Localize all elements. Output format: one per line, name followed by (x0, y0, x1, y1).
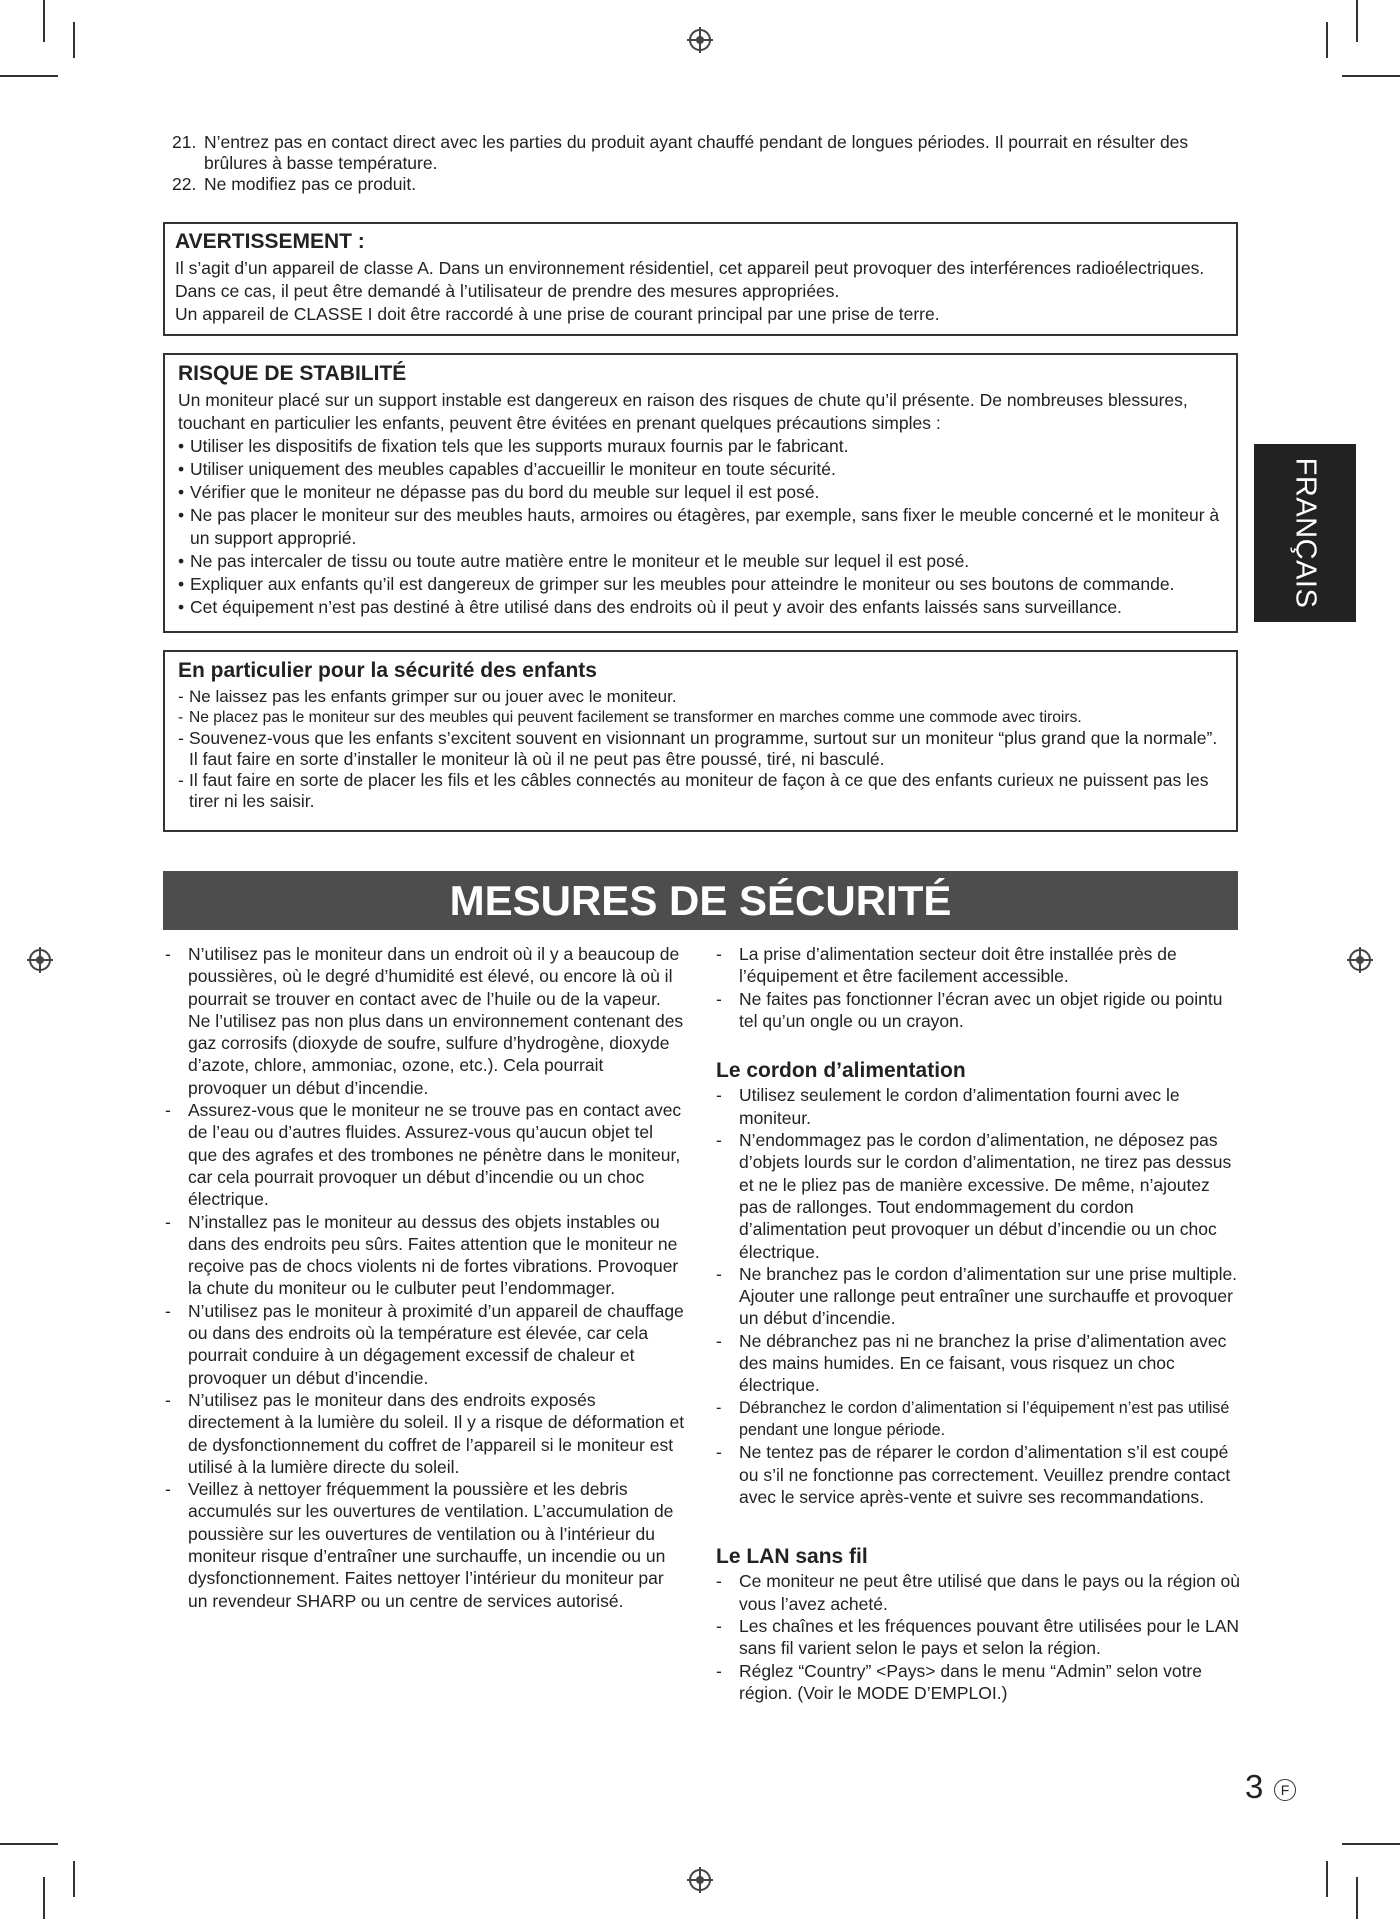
warning-box (163, 222, 1238, 336)
crop-mark (73, 22, 75, 58)
crop-mark (1326, 22, 1328, 58)
item-text: Ne modifiez pas ce produit. (204, 174, 417, 194)
crop-mark (1342, 75, 1400, 77)
bullet-item: • Expliquer aux enfants qu’il est dangereux de grimper sur les meubles pour atteindre le moniteur ou ses boutons de commande. (178, 573, 1224, 596)
list-item: - N’utilisez pas le moniteur dans des endroits exposés directement à la lumière du soleil. Il y a risque de déformation et de dysfonctionnement du coffret de l’appareil si le moniteur est utilisé à la lumière directe du soleil. (165, 1389, 685, 1477)
bullet-item: • Utiliser uniquement des meubles capables d’accueillir le moniteur en toute sécurité. (178, 458, 1224, 481)
crop-mark (43, 0, 45, 42)
dash-text: Souvenez-vous que les enfants s’excitent souvent en visionnant un programme, surtout sur un moniteur “plus grand que la normale”. Il faut faire en sorte d’installer le moniteur là où il ne peut pas être poussé, tiré, ni basculé. (189, 728, 1218, 769)
list-item-text: N’utilisez pas le moniteur dans des endroits exposés directement à la lumière du soleil. Il y a risque de déformation et de dysfonctionnement du coffret de l’appareil si le moniteur est utilisé à la lumière directe du soleil. (188, 1389, 685, 1477)
list-item-text: N’installez pas le moniteur au dessus des objets instables ou dans des endroits peu sûrs. Faites attention que le moniteur ne reçoive pas de chocs violents ni de fortes vibrations. Provoquer la chute du moniteur ou le culbuter peut l’endommager. (188, 1211, 679, 1299)
crop-mark (1342, 1843, 1400, 1845)
page-number: 3 (1245, 1768, 1264, 1805)
list-item-text: Ne faites pas fonctionner l’écran avec un objet rigide ou pointu tel qu’un ongle ou un crayon. (739, 988, 1223, 1031)
dash-text: Il faut faire en sorte de placer les fils et les câbles connectés au moniteur de façon à ce que des enfants curieux ne puissent pas les tirer ni les saisir. (189, 770, 1209, 811)
list-item-text: Assurez-vous que le moniteur ne se trouve pas en contact avec de l’eau ou d’autres fluides. Assurez-vous qu’aucun objet tel que des agrafes et des trombones ne pénètre dans le moniteur, car cela pourrait provoquer un début d’incendie ou un choc électrique. (188, 1100, 682, 1210)
bullet-item: • Ne pas intercaler de tissu ou toute autre matière entre le moniteur et le meuble sur lequel il est posé. (178, 550, 1224, 573)
list-item (172, 174, 1237, 195)
wireless-lan-heading: Le LAN sans fil (716, 1545, 868, 1569)
children-safety-title: En particulier pour la sécurité des enfants (178, 659, 597, 682)
list-item-text: La prise d’alimentation secteur doit être installée près de l’équipement et être facilement accessible. (739, 944, 1177, 987)
list-item: - Les chaînes et les fréquences pouvant être utilisées pour le LAN sans fil varient selon le pays et selon la région. (716, 1616, 1240, 1659)
stability-intro: Un moniteur placé sur un support instable est dangereux en raison des risques de chute qu’il présente. De nombreuses blessures, touchant en particulier les enfants, peuvent être évitées en prenant quelques précautions simples : (178, 390, 1188, 433)
stability-title: RISQUE DE STABILITÉ (178, 362, 407, 385)
list-item: - Ne faites pas fonctionner l’écran avec un objet rigide ou pointu tel qu’un ongle ou un crayon. (716, 988, 1240, 1033)
list-item-text: Ne branchez pas le cordon d’alimentation sur une prise multiple. Ajouter une rallonge peut entraîner une surchauffe et provoquer un début d’incendie. (739, 1263, 1238, 1329)
page-language-letter: F (1274, 1779, 1296, 1801)
list-item: - Utilisez seulement le cordon d’alimentation fourni avec le moniteur. (716, 1084, 1240, 1129)
list-item: - Veillez à nettoyer fréquemment la poussière et les debris accumulés sur les ouvertures de ventilation. L’accumulation de poussière sur les ouvertures de ventilation ou à l’intérieur du moniteur risque d’entraîner une surchauffe, un incendie ou un dysfonctionnement. Faites nettoyer l’intérieur du moniteur par un revendeur SHARP ou un centre de services autorisé. (165, 1478, 685, 1612)
list-item (172, 132, 1237, 174)
crop-mark (1356, 0, 1358, 42)
registration-mark-icon (689, 29, 711, 51)
dash-item: - Ne placez pas le moniteur sur des meubles qui peuvent facilement se transformer en marches comme une commode avec tiroirs. (178, 707, 1224, 728)
bullet-item: • Vérifier que le moniteur ne dépasse pas du bord du meuble sur lequel il est posé. (178, 481, 1224, 504)
item-text: N’entrez pas en contact direct avec les parties du produit ayant chauffé pendant de longues périodes. Il pourrait en résulter des brûlures à basse température. (204, 132, 1189, 173)
list-item-text: N’endommagez pas le cordon d’alimentation, ne déposez pas d’objets lourds sur le cordon d’alimentation, ne tirez pas dessus et ne le pliez pas de manière excessive. De même, n’ajoutez pas de rallonges. Tout endommagement du cordon d’alimentation peut provoquer un début d’incendie ou un choc électrique. (739, 1130, 1232, 1262)
list-item: - Ne tentez pas de réparer le cordon d’alimentation s’il est coupé ou s’il ne fonctionne pas correctement. Veuillez prendre contact avec le service après-vente et suivre ses recommandations. (716, 1441, 1240, 1508)
left-column (165, 943, 685, 1612)
list-item-text: Les chaînes et les fréquences pouvant être utilisées pour le LAN sans fil varient selon le pays et selon la région. (739, 1616, 1240, 1659)
dash-item: - Il faut faire en sorte de placer les fils et les câbles connectés au moniteur de façon à ce que des enfants curieux ne puissent pas les tirer ni les saisir. (178, 770, 1224, 812)
list-item: - Ne débranchez pas ni ne branchez la prise d’alimentation avec des mains humides. En ce faisant, vous risquez un choc électrique. (716, 1330, 1240, 1397)
bullet-text: Utiliser les dispositifs de fixation tels que les supports muraux fournis par le fabricant. (190, 436, 849, 456)
list-item: - Ne branchez pas le cordon d’alimentation sur une prise multiple. Ajouter une rallonge peut entraîner une surchauffe et provoquer un début d’incendie. (716, 1263, 1240, 1330)
warning-title: AVERTISSEMENT : (175, 230, 365, 253)
bullet-item: • Cet équipement n’est pas destiné à être utilisé dans des endroits où il peut y avoir des enfants laissés sans surveillance. (178, 596, 1224, 619)
list-item-text: Utilisez seulement le cordon d’alimentation fourni avec le moniteur. (739, 1085, 1180, 1128)
crop-mark (0, 75, 58, 77)
item-number: 22. (172, 174, 197, 194)
right-column (716, 943, 1240, 1704)
list-item-text: N’utilisez pas le moniteur à proximité d’un appareil de chauffage ou dans des endroits où la température est élevée, car cela pourrait conduire à un dégagement excessif de chaleur et provoquer un début d’incendie. (188, 1300, 684, 1388)
list-item: - Assurez-vous que le moniteur ne se trouve pas en contact avec de l’eau ou d’autres fluides. Assurez-vous qu’aucun objet tel que des agrafes et des trombones ne pénètre dans le moniteur, car cela pourrait provoquer un début d’incendie ou un choc électrique. (165, 1099, 685, 1210)
list-item: - N’endommagez pas le cordon d’alimentation, ne déposez pas d’objets lourds sur le cordon d’alimentation, ne tirez pas dessus et ne le pliez pas de manière excessive. De même, n’ajoutez pas de rallonges. Tout endommagement du cordon d’alimentation peut provoquer un début d’incendie ou un choc électrique. (716, 1129, 1240, 1263)
list-item-text: N’utilisez pas le moniteur dans un endroit où il y a beaucoup de poussières, où le degré d’humidité est élevé, ou encore là où il pourrait se trouver en contact avec de l’huile ou de la vapeur. Ne l’utilisez pas non plus dans un environnement contenant des gaz corrosifs (dioxyde de soufre, sulfure d’hydrogène, dioxyde d’azote, chlore, ammoniac, ozone, etc.). Cela pourrait provoquer un début d’incendie. (188, 944, 684, 1098)
crop-mark (1326, 1861, 1328, 1897)
language-tab (1254, 444, 1356, 622)
list-item: - N’installez pas le moniteur au dessus des objets instables ou dans des endroits peu sûrs. Faites attention que le moniteur ne reçoive pas de chocs violents ni de fortes vibrations. Provoquer la chute du moniteur ou le culbuter peut l’endommager. (165, 1211, 685, 1300)
dash-item: - Souvenez-vous que les enfants s’excitent souvent en visionnant un programme, surtout sur un moniteur “plus grand que la normale”. Il faut faire en sorte d’installer le moniteur là où il ne peut pas être poussé, tiré, ni basculé. (178, 728, 1224, 770)
bullet-text: Expliquer aux enfants qu’il est dangereux de grimper sur les meubles pour atteindre le moniteur ou ses boutons de commande. (190, 574, 1175, 594)
dash-text: Ne placez pas le moniteur sur des meubles qui peuvent facilement se transformer en marches comme une commode avec tiroirs. (189, 709, 1082, 726)
bullet-item: • Ne pas placer le moniteur sur des meubles hauts, armoires ou étagères, par exemple, sans fixer le meuble concerné et le moniteur à un support approprié. (178, 504, 1224, 550)
item-number: 21. (172, 132, 197, 152)
registration-mark-icon (689, 1869, 711, 1891)
list-item: - N’utilisez pas le moniteur dans un endroit où il y a beaucoup de poussières, où le degré d’humidité est élevé, ou encore là où il pourrait se trouver en contact avec de l’huile ou de la vapeur. Ne l’utilisez pas non plus dans un environnement contenant des gaz corrosifs (dioxyde de soufre, sulfure d’hydrogène, dioxyde d’azote, chlore, ammoniac, ozone, etc.). Cela pourrait provoquer un début d’incendie. (165, 944, 684, 1098)
list-item: - La prise d’alimentation secteur doit être installée près de l’équipement et être facilement accessible. (716, 943, 1240, 988)
registration-mark-icon (1349, 949, 1371, 971)
children-safety-box (163, 650, 1238, 832)
numbered-list (172, 132, 1237, 195)
dash-text: Ne laissez pas les enfants grimper sur ou jouer avec le moniteur. (189, 687, 677, 706)
bullet-text: Cet équipement n’est pas destiné à être utilisé dans des endroits où il peut y avoir des enfants laissés sans surveillance. (190, 597, 1122, 617)
list-item-text: Ne tentez pas de réparer le cordon d’alimentation s’il est coupé ou s’il ne fonctionne pas correctement. Veuillez prendre contact avec le service après-vente et suivre ses recommandations. (739, 1442, 1231, 1507)
list-item: - Ce moniteur ne peut être utilisé que dans le pays ou la région où vous l’avez acheté. (716, 1571, 1241, 1614)
crop-mark (0, 1843, 58, 1845)
list-item-text: Ce moniteur ne peut être utilisé que dans le pays ou la région où vous l’avez acheté. (739, 1571, 1241, 1614)
crop-mark (1356, 1877, 1358, 1919)
crop-mark (73, 1861, 75, 1897)
warning-text: Il s’agit d’un appareil de classe A. Dans un environnement résidentiel, cet appareil peut provoquer des interférences radioélectriques. Dans ce cas, il peut être demandé à l’utilisateur de prendre des mesures appropriées. (175, 258, 1205, 301)
crop-mark (43, 1877, 45, 1919)
language-tab-label: FRANÇAIS (1289, 457, 1322, 609)
list-item-text: Réglez “Country” <Pays> dans le menu “Admin” selon votre région. (Voir le MODE D’EMPLOI.) (739, 1660, 1202, 1703)
registration-mark-icon (29, 949, 51, 971)
bullet-text: Utiliser uniquement des meubles capables d’accueillir le moniteur en toute sécurité. (190, 459, 836, 479)
bullet-text: Ne pas placer le moniteur sur des meubles hauts, armoires ou étagères, par exemple, sans fixer le meuble concerné et le moniteur à un support approprié. (190, 505, 1220, 548)
dash-item: - Ne laissez pas les enfants grimper sur ou jouer avec le moniteur. (178, 686, 1224, 707)
bullet-text: Vérifier que le moniteur ne dépasse pas du bord du meuble sur lequel il est posé. (190, 482, 820, 502)
bullet-item: • Utiliser les dispositifs de fixation tels que les supports muraux fournis par le fabricant. (178, 435, 1224, 458)
list-item-text: Ne débranchez pas ni ne branchez la prise d’alimentation avec des mains humides. En ce faisant, vous risquez un choc électrique. (739, 1330, 1227, 1396)
warning-text: Un appareil de CLASSE I doit être raccordé à une prise de courant principal par une prise de terre. (175, 304, 940, 324)
section-banner: MESURES DE SÉCURITÉ (163, 871, 1238, 930)
power-cord-heading: Le cordon d’alimentation (716, 1059, 966, 1083)
bullet-text: Ne pas intercaler de tissu ou toute autre matière entre le moniteur et le meuble sur lequel il est posé. (190, 551, 970, 571)
list-item-text: Veillez à nettoyer fréquemment la poussière et les debris accumulés sur les ouvertures de ventilation. L’accumulation de poussière sur les ouvertures de ventilation ou à l’intérieur du moniteur risque d’entraîner une surchauffe, un incendie ou un dysfonctionnement. Faites nettoyer l’intérieur du moniteur par un revendeur SHARP ou un centre de services autorisé. (188, 1479, 674, 1611)
list-item-text: Débranchez le cordon d’alimentation si l’équipement n’est pas utilisé pendant une longue période. (739, 1398, 1230, 1439)
stability-box (163, 353, 1238, 633)
list-item: - Débranchez le cordon d’alimentation si l’équipement n’est pas utilisé pendant une longue période. (716, 1397, 1240, 1442)
list-item: - N’utilisez pas le moniteur à proximité d’un appareil de chauffage ou dans des endroits où la température est élevée, car cela pourrait conduire à un dégagement excessif de chaleur et provoquer un début d’incendie. (165, 1300, 684, 1388)
list-item: - Réglez “Country” <Pays> dans le menu “Admin” selon votre région. (Voir le MODE D’EMPLOI.) (716, 1660, 1240, 1705)
